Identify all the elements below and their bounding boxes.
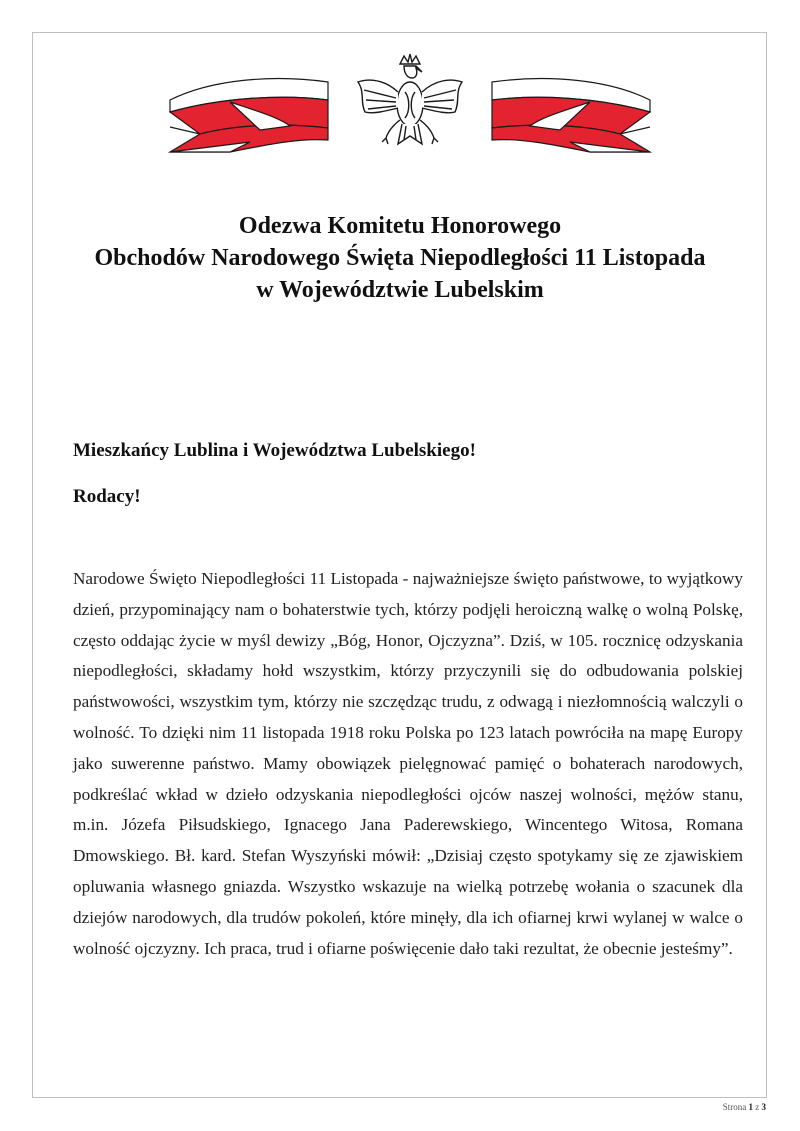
body-paragraph: Narodowe Święto Niepodległości 11 Listopada - najważniejsze święto państwowe, to wyjątkowy dzień, przypominający nam o bohaterstwie tych, którzy podjęli heroiczną walkę o wolną Polskę, często oddając życie w myśl dewizy „Bóg, Honor, Ojczyzna”. Dziś, w 105. rocznicę odzyskania niepodległości, składamy hołd wszystkim, którzy przyczynili się do odbudowania polskiej państwowości, wszystkim tym, którzy nie szczędząc trudu, z odwagą i niezłomnością walczyli o wolność. To dzięki nim 11 listopada 1918 roku Polska po 123 latach powróciła na mapę Europy jako suwerenne państwo. Mamy obowiązek pielęgnować pamięć o bohaterach narodowych, podkreślać wkład w dzieło odzyskania niepodległości ojców naszej wolności, mężów stanu, m.in. Józefa Piłsudskiego, Ignacego Jana Paderewskiego, Wincentego Witosa, Romana Dmowskiego. Bł. kard. Stefan Wyszyński mówił: „Dzisiaj często spotykamy się ze zjawiskiem opluwania własnego gniazda. Wszystko wskazuje na wielką potrzebę wołania o szacunek dla dziejów narodowych, dla trudów pokoleń, które minęły, dla ich ofiarnej krwi wylanej w walce o wolność ojczyzny. Ich praca, trud i ofiarne poświęcenie dało taki rezultat, że obecnie jesteśmy”. bbox=[73, 569, 743, 958]
header-emblem bbox=[160, 52, 660, 162]
title-line-1: Odezwa Komitetu Honorowego bbox=[238, 213, 562, 239]
page-separator: z bbox=[755, 1102, 760, 1112]
page-number bbox=[723, 1102, 766, 1112]
current-page: 1 bbox=[748, 1102, 753, 1112]
title-line-3: w Województwie Lubelskim bbox=[256, 277, 544, 303]
salutation-line-2: Rodacy! bbox=[73, 486, 141, 507]
document-title bbox=[40, 210, 760, 306]
polish-eagle-icon bbox=[358, 54, 462, 144]
flag-ribbons-and-eagle bbox=[160, 52, 660, 162]
total-pages: 3 bbox=[761, 1102, 766, 1112]
right-flag-ribbon-icon bbox=[492, 79, 650, 152]
title-line-2: Obchodów Narodowego Święta Niepodległości 11 Listopada bbox=[94, 245, 706, 271]
left-flag-ribbon-icon bbox=[170, 79, 328, 152]
page-label: Strona bbox=[722, 1102, 747, 1112]
salutation-line-1: Mieszkańcy Lublina i Województwa Lubelskiego! bbox=[73, 440, 476, 461]
